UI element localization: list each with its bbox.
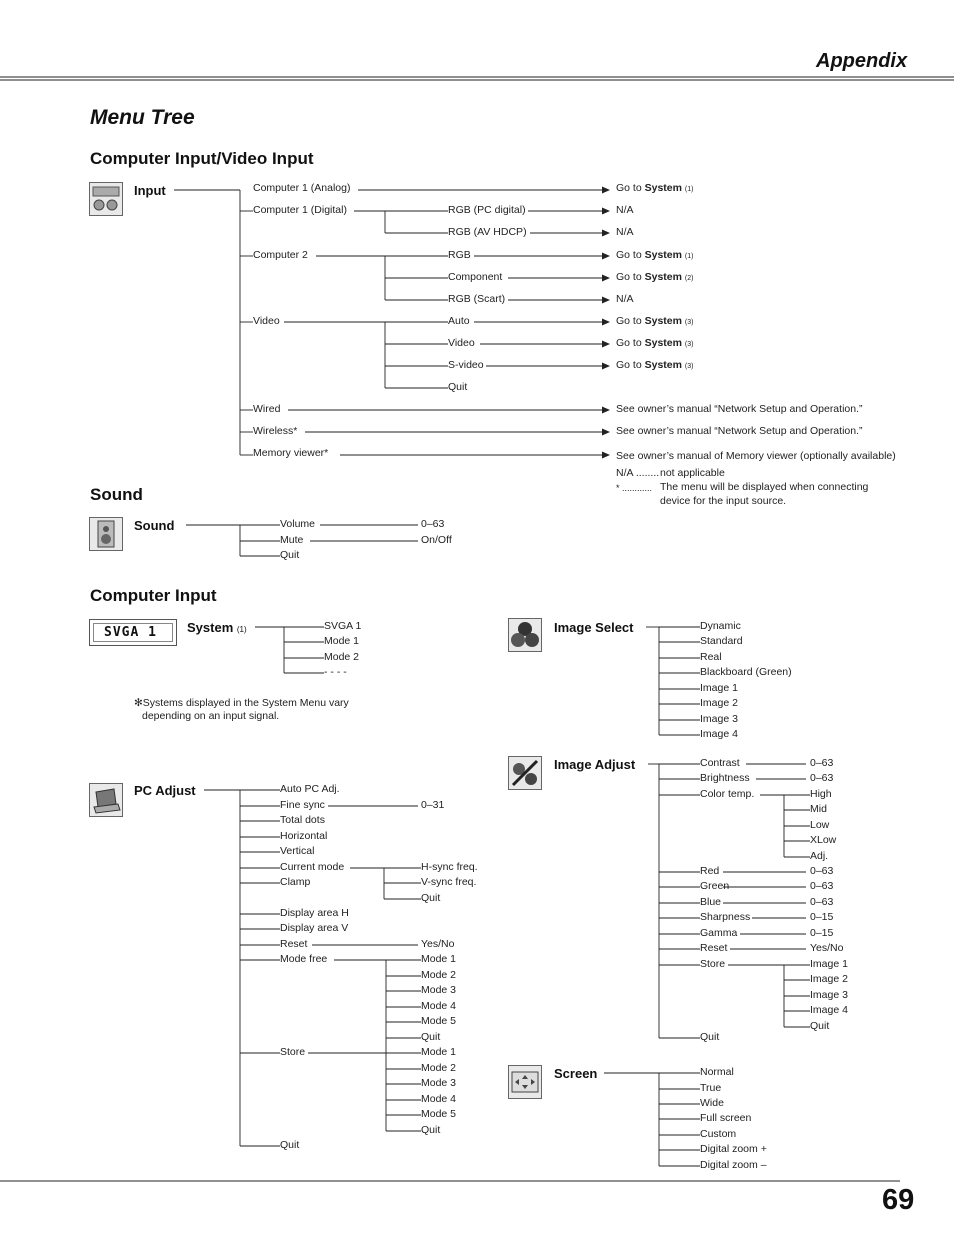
- sound-menu-label: Sound: [134, 518, 175, 533]
- input-item: Computer 2: [253, 249, 308, 261]
- image-select-item: Image 4: [700, 728, 738, 740]
- pc-adjust-subitem: Mode 2: [421, 1062, 457, 1074]
- pc-adjust-subitem: Quit: [421, 892, 441, 904]
- image-adjust-item: Blue: [700, 896, 722, 908]
- screen-item: Wide: [700, 1097, 724, 1109]
- color-temp-subitem: Adj.: [810, 850, 829, 862]
- arrowhead: [602, 429, 610, 436]
- arrowhead: [602, 407, 610, 414]
- na-result: N/A: [616, 204, 634, 216]
- arrowhead: [602, 230, 610, 237]
- screen-icon: [508, 1065, 542, 1099]
- speaker-icon: [89, 517, 123, 551]
- image-adjust-item: Color temp.: [700, 788, 755, 800]
- arrowhead: [602, 275, 610, 282]
- legend-na-key: N/A ........: [616, 467, 660, 479]
- input-subitem: RGB (PC digital): [448, 204, 526, 216]
- goto-ref: (3): [684, 319, 694, 326]
- color-temp-subitem: Low: [810, 819, 830, 831]
- color-temp-subitem: High: [810, 788, 832, 800]
- pc-adjust-item: Quit: [280, 1139, 300, 1151]
- image-adjust-value: 0–15: [810, 911, 834, 923]
- goto-system: System: [644, 359, 682, 371]
- image-adjust-menu-label: Image Adjust: [554, 757, 636, 772]
- pc-adjust-subitem: Mode 1: [421, 953, 457, 965]
- pc-adjust-subitem: Quit: [421, 1031, 441, 1043]
- image-store-subitem: Image 1: [810, 958, 848, 970]
- goto-ref: (3): [684, 363, 694, 370]
- sound-item: Quit: [280, 549, 300, 561]
- sound-value: 0–63: [421, 518, 445, 530]
- image-select-item: Image 3: [700, 713, 738, 725]
- goto-system-result: [616, 359, 693, 373]
- pc-adjust-item: Reset: [280, 938, 308, 950]
- pc-adjust-subitem: Mode 5: [421, 1108, 457, 1120]
- arrowhead: [602, 452, 610, 459]
- image-select-item: Blackboard (Green): [700, 666, 792, 678]
- image-adjust-icon: [508, 756, 542, 790]
- image-adjust-item: Store: [700, 958, 726, 970]
- screen-item: Digital zoom +: [700, 1143, 767, 1155]
- pc-adjust-menu-label: PC Adjust: [134, 783, 196, 798]
- legend-star-text: device for the input source.: [660, 495, 787, 507]
- pc-adjust-item: Current mode: [280, 861, 345, 873]
- system-item: Mode 2: [324, 651, 360, 663]
- goto-system: System: [644, 315, 682, 327]
- pc-adjust-item: Display area H: [280, 907, 349, 919]
- image-adjust-value: 0–63: [810, 772, 834, 784]
- arrowhead: [602, 253, 610, 260]
- input-item: Computer 1 (Digital): [253, 204, 347, 216]
- goto-prefix: Go to: [616, 182, 642, 194]
- goto-prefix: Go to: [616, 315, 642, 327]
- image-store-subitem: Image 4: [810, 1004, 848, 1016]
- system-item: - - - -: [324, 666, 347, 678]
- pc-adjust-item: Vertical: [280, 845, 315, 857]
- image-store-subitem: Quit: [810, 1020, 830, 1032]
- image-select-item: Standard: [700, 635, 743, 647]
- pc-adjust-subitem: H-sync freq.: [421, 861, 478, 873]
- pc-adjust-subitem: V-sync freq.: [421, 876, 477, 888]
- goto-system-result: [616, 182, 693, 196]
- pc-adjust-item: Mode free: [280, 953, 328, 965]
- goto-system-result: [616, 271, 693, 285]
- image-store-subitem: Image 3: [810, 989, 848, 1001]
- goto-system: System: [644, 337, 682, 349]
- image-adjust-item: Reset: [700, 942, 728, 954]
- arrowhead: [602, 187, 610, 194]
- page-number: 69: [882, 1184, 915, 1216]
- arrowhead: [602, 208, 610, 215]
- input-item: Wireless*: [253, 425, 298, 437]
- goto-prefix: Go to: [616, 271, 642, 283]
- image-adjust-item: Red: [700, 865, 720, 877]
- input-subitem: Quit: [448, 381, 468, 393]
- screen-item: Normal: [700, 1066, 734, 1078]
- pc-adjust-item: Horizontal: [280, 830, 328, 842]
- section-heading-computer: Computer Input: [90, 586, 217, 605]
- pc-adjust-item: Store: [280, 1046, 306, 1058]
- image-select-item: Real: [700, 651, 722, 663]
- pc-adjust-value: Yes/No: [421, 938, 455, 950]
- image-adjust-value: 0–63: [810, 865, 834, 877]
- image-adjust-item: Brightness: [700, 772, 750, 784]
- goto-system-result: [616, 249, 693, 263]
- color-temp-subitem: XLow: [810, 834, 837, 846]
- pc-adjust-subitem: Mode 3: [421, 984, 457, 996]
- image-select-icon: [508, 618, 542, 652]
- na-result: N/A: [616, 293, 634, 305]
- image-adjust-value: Yes/No: [810, 942, 844, 954]
- input-subitem: RGB: [448, 249, 471, 261]
- pc-adjust-subitem: Mode 5: [421, 1015, 457, 1027]
- system-badge-label: SVGA 1: [104, 625, 157, 640]
- image-select-item: Image 2: [700, 697, 738, 709]
- input-subitem: Component: [448, 271, 503, 283]
- appendix-heading: Appendix: [816, 50, 908, 72]
- goto-prefix: Go to: [616, 337, 642, 349]
- pc-adjust-item: Total dots: [280, 814, 325, 826]
- sound-value: On/Off: [421, 534, 452, 546]
- color-temp-subitem: Mid: [810, 803, 827, 815]
- pc-adjust-subitem: Mode 3: [421, 1077, 457, 1089]
- goto-system-result: [616, 337, 693, 351]
- image-adjust-item: Contrast: [700, 757, 740, 769]
- legend-star-key: * ............: [616, 483, 653, 493]
- input-item: Wired: [253, 403, 281, 415]
- image-adjust-item: Sharpness: [700, 911, 751, 923]
- image-adjust-item: Quit: [700, 1031, 720, 1043]
- image-select-item: Image 1: [700, 682, 738, 694]
- image-adjust-value: 0–63: [810, 896, 834, 908]
- laptop-icon: [89, 783, 123, 817]
- goto-ref: (1): [684, 186, 694, 193]
- screen-item: Digital zoom –: [700, 1159, 767, 1171]
- system-note: ✻Systems displayed in the System Menu vary: [134, 697, 349, 709]
- system-menu-ref: (1): [236, 625, 247, 634]
- page-title: Menu Tree: [90, 106, 195, 129]
- goto-system: System: [644, 249, 682, 261]
- system-item: Mode 1: [324, 635, 360, 647]
- goto-system: System: [644, 271, 682, 283]
- arrowhead: [602, 297, 610, 304]
- screen-item: Full screen: [700, 1112, 752, 1124]
- input-menu-icon: [89, 182, 123, 216]
- goto-ref: (1): [684, 253, 694, 260]
- pc-adjust-subitem: Mode 4: [421, 1000, 457, 1012]
- pc-adjust-item: Fine sync: [280, 799, 325, 811]
- image-store-subitem: Image 2: [810, 973, 848, 985]
- pc-adjust-item: Display area V: [280, 922, 349, 934]
- system-menu-label-text: System: [187, 620, 234, 635]
- sound-item: Volume: [280, 518, 316, 530]
- image-select-item: Dynamic: [700, 620, 741, 632]
- input-subitem: S-video: [448, 359, 484, 371]
- goto-ref: (2): [684, 275, 694, 282]
- image-adjust-value: 0–63: [810, 757, 834, 769]
- input-subitem: Video: [448, 337, 475, 349]
- screen-menu-label: Screen: [554, 1066, 598, 1081]
- screen-item: Custom: [700, 1128, 737, 1140]
- pc-adjust-subitem: Mode 2: [421, 969, 457, 981]
- input-item: Computer 1 (Analog): [253, 182, 351, 194]
- memory-viewer-note: See owner’s manual of Memory viewer (optionally available): [616, 450, 896, 462]
- goto-prefix: Go to: [616, 359, 642, 371]
- goto-system-result: [616, 315, 693, 329]
- pc-adjust-subitem: Quit: [421, 1124, 441, 1136]
- image-adjust-item: Green: [700, 880, 730, 892]
- input-menu-label: Input: [134, 183, 166, 198]
- image-adjust-item: Gamma: [700, 927, 738, 939]
- pc-adjust-item: Auto PC Adj.: [280, 783, 340, 795]
- pc-adjust-subitem: Mode 4: [421, 1093, 457, 1105]
- pc-adjust-item: Clamp: [280, 876, 311, 888]
- input-item: Memory viewer*: [253, 447, 329, 459]
- pc-adjust-subitem: Mode 1: [421, 1046, 457, 1058]
- network-note: See owner’s manual “Network Setup and Operation.”: [616, 425, 863, 437]
- screen-item: True: [700, 1082, 722, 1094]
- input-item: Video: [253, 315, 280, 327]
- sound-item: Mute: [280, 534, 304, 546]
- image-adjust-value: 0–15: [810, 927, 834, 939]
- arrowhead: [602, 341, 610, 348]
- legend-na-text: not applicable: [660, 467, 725, 479]
- pc-adjust-value: 0–31: [421, 799, 445, 811]
- section-heading-sound: Sound: [90, 485, 143, 504]
- legend-star-text: The menu will be displayed when connecting: [660, 481, 869, 493]
- system-menu-label: [187, 620, 247, 635]
- na-result: N/A: [616, 226, 634, 238]
- arrowhead: [602, 319, 610, 326]
- section-heading-computer-video: Computer Input/Video Input: [90, 149, 314, 168]
- arrowhead: [602, 363, 610, 370]
- input-subitem: RGB (AV HDCP): [448, 226, 527, 238]
- image-select-menu-label: Image Select: [554, 620, 634, 635]
- system-note: depending on an input signal.: [142, 710, 280, 722]
- network-note: See owner’s manual “Network Setup and Operation.”: [616, 403, 863, 415]
- input-subitem: Auto: [448, 315, 470, 327]
- system-item: SVGA 1: [324, 620, 362, 632]
- image-adjust-value: 0–63: [810, 880, 834, 892]
- goto-ref: (3): [684, 341, 694, 348]
- goto-prefix: Go to: [616, 249, 642, 261]
- goto-system: System: [644, 182, 682, 194]
- system-badge: [89, 619, 177, 646]
- input-subitem: RGB (Scart): [448, 293, 506, 305]
